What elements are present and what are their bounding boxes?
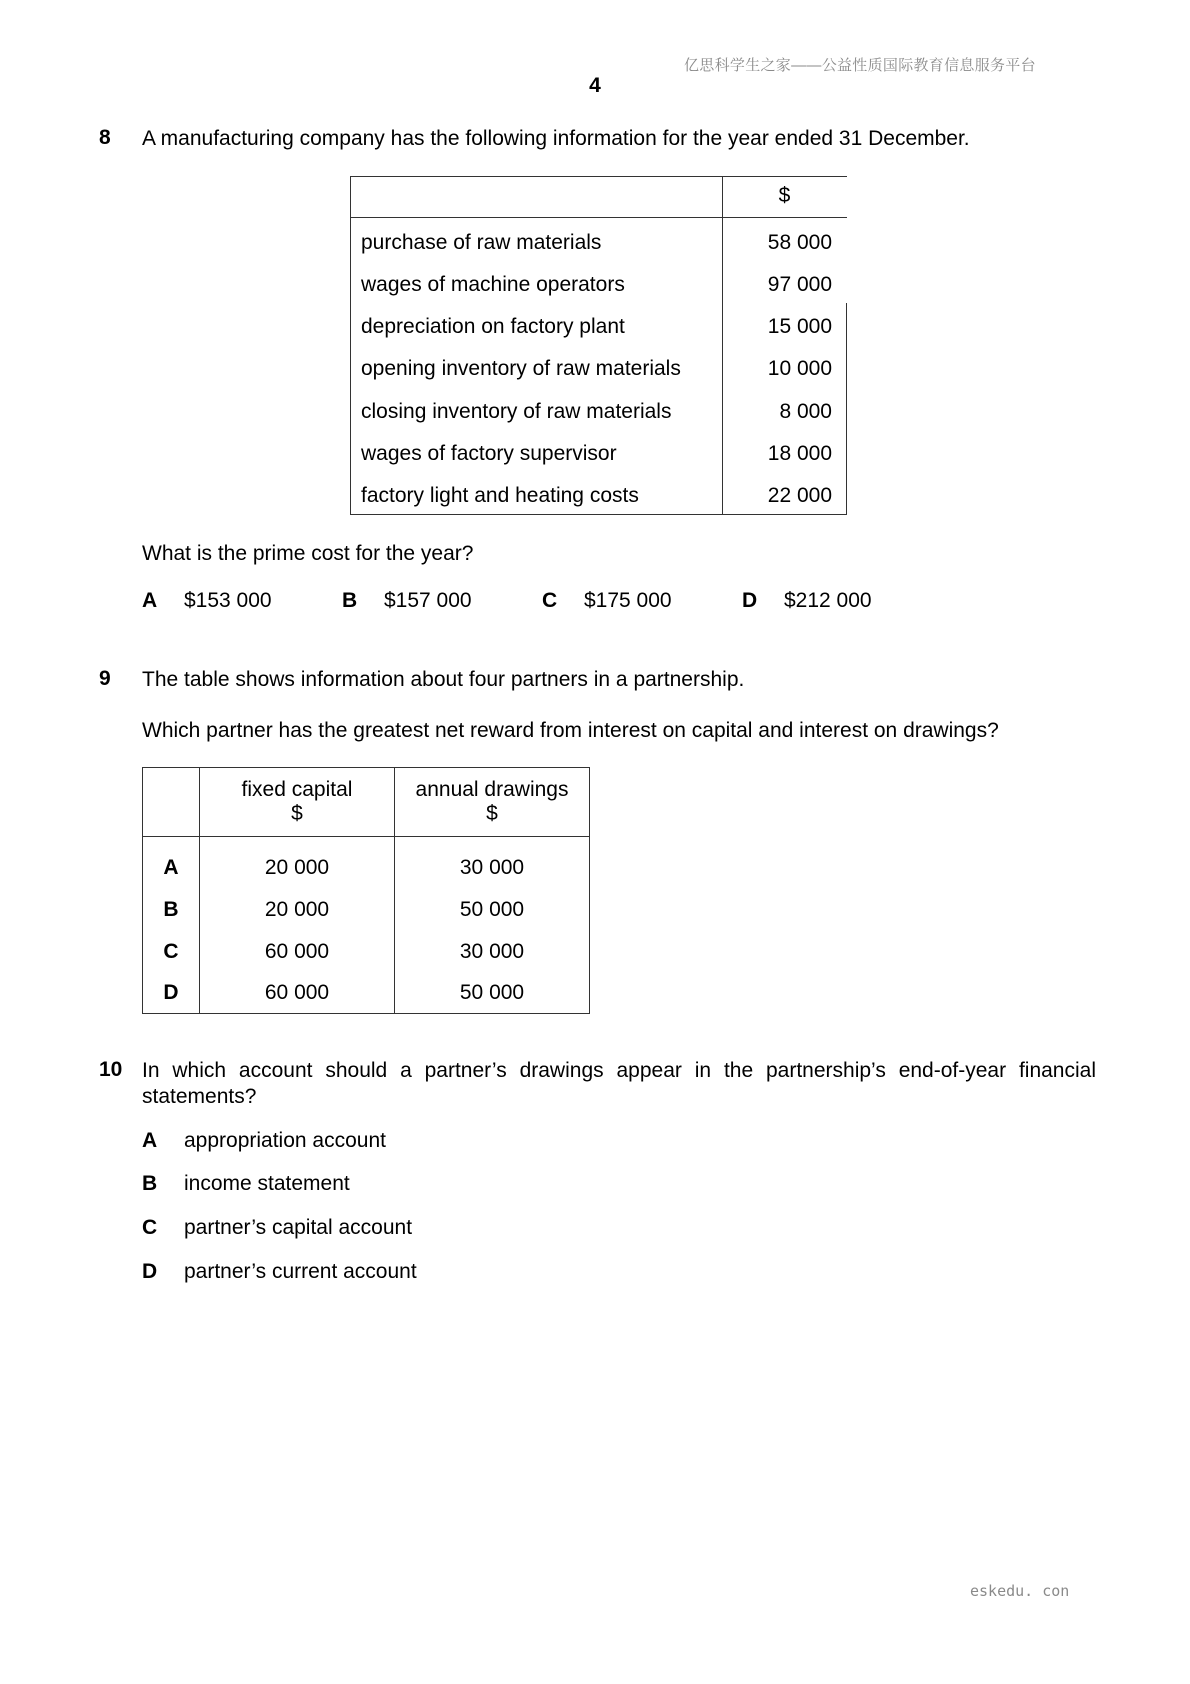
header-empty-cell bbox=[143, 768, 200, 837]
header-fixed-capital bbox=[200, 768, 395, 837]
q8-option-d bbox=[742, 589, 872, 613]
q10-option-d bbox=[142, 1260, 417, 1284]
table-row bbox=[350, 484, 847, 526]
question-10-text: In which account should a partner’s drawings appear in the partnership’s end-of-year financial statements? bbox=[142, 1059, 1096, 1108]
option-letter: D bbox=[142, 1260, 158, 1283]
q10-option-c bbox=[142, 1216, 412, 1240]
table-header-row bbox=[143, 768, 590, 837]
partner-letter: C bbox=[143, 931, 200, 973]
partner-letter: D bbox=[143, 973, 200, 1014]
capital-value: 60 000 bbox=[200, 973, 395, 1014]
q8-table-currency-header: $ bbox=[778, 184, 791, 207]
q9-partners-table bbox=[142, 767, 590, 1014]
question-8-prompt: What is the prime cost for the year? bbox=[142, 542, 474, 565]
page-number: 4 bbox=[589, 74, 601, 97]
option-letter: A bbox=[142, 1129, 158, 1152]
row-value: 18 000 bbox=[767, 442, 832, 465]
row-label: wages of factory supervisor bbox=[361, 442, 617, 465]
header-line: annual drawings bbox=[415, 778, 569, 801]
table-row bbox=[350, 357, 847, 399]
option-text: appropriation account bbox=[184, 1129, 386, 1152]
drawings-value: 50 000 bbox=[395, 889, 590, 931]
header-annual-drawings bbox=[395, 768, 590, 837]
option-text: partner’s capital account bbox=[184, 1216, 413, 1239]
partner-letter: B bbox=[143, 889, 200, 931]
q10-option-a bbox=[142, 1129, 386, 1153]
question-9-number: 9 bbox=[99, 667, 111, 690]
partner-letter: A bbox=[143, 837, 200, 890]
table-row bbox=[350, 273, 847, 315]
row-label: wages of machine operators bbox=[361, 273, 625, 296]
table-row bbox=[350, 231, 847, 273]
q8-option-c bbox=[542, 589, 672, 613]
header-currency: $ bbox=[291, 802, 303, 825]
question-9-text: The table shows information about four partners in a partnership. bbox=[142, 668, 745, 691]
table-row bbox=[350, 400, 847, 442]
question-9-prompt: Which partner has the greatest net reward from interest on capital and interest on drawings? bbox=[142, 719, 999, 742]
option-text: $153 000 bbox=[184, 589, 272, 612]
row-label: purchase of raw materials bbox=[361, 231, 602, 254]
table-row bbox=[143, 837, 590, 890]
drawings-value: 30 000 bbox=[395, 837, 590, 890]
option-text: $157 000 bbox=[384, 589, 472, 612]
q10-option-b bbox=[142, 1172, 350, 1196]
row-label: factory light and heating costs bbox=[361, 484, 639, 507]
q8-option-b bbox=[342, 589, 472, 613]
row-value: 58 000 bbox=[767, 231, 832, 254]
q8-option-a bbox=[142, 589, 272, 613]
table-row bbox=[350, 442, 847, 484]
footer-watermark-text: eskedu. con bbox=[970, 1582, 1070, 1600]
row-value: 22 000 bbox=[767, 484, 832, 507]
option-letter: C bbox=[542, 589, 558, 612]
drawings-value: 50 000 bbox=[395, 973, 590, 1014]
option-text: partner’s current account bbox=[184, 1260, 417, 1283]
q8-cost-table bbox=[350, 176, 847, 515]
option-letter: C bbox=[142, 1216, 158, 1239]
table-row bbox=[143, 889, 590, 931]
row-label: closing inventory of raw materials bbox=[361, 400, 672, 423]
capital-value: 20 000 bbox=[200, 837, 395, 890]
option-letter: B bbox=[142, 1172, 158, 1195]
table-row bbox=[143, 973, 590, 1014]
row-value: 97 000 bbox=[767, 273, 832, 296]
option-text: $175 000 bbox=[584, 589, 672, 612]
question-8-number: 8 bbox=[99, 126, 111, 149]
option-text: income statement bbox=[184, 1172, 350, 1195]
row-label: opening inventory of raw materials bbox=[361, 357, 681, 380]
option-letter: D bbox=[742, 589, 758, 612]
option-letter: A bbox=[142, 589, 158, 612]
drawings-value: 30 000 bbox=[395, 931, 590, 973]
table-row bbox=[350, 315, 847, 357]
capital-value: 20 000 bbox=[200, 889, 395, 931]
table-row bbox=[143, 931, 590, 973]
row-value: 15 000 bbox=[767, 315, 832, 338]
option-text: $212 000 bbox=[784, 589, 872, 612]
header-watermark-text: 亿思科学生之家——公益性质国际教育信息服务平台 bbox=[684, 57, 1036, 74]
capital-value: 60 000 bbox=[200, 931, 395, 973]
row-label: depreciation on factory plant bbox=[361, 315, 625, 338]
question-8-text: A manufacturing company has the following information for the year ended 31 December. bbox=[142, 127, 970, 150]
header-line: fixed capital bbox=[241, 778, 353, 801]
question-10-number: 10 bbox=[99, 1058, 123, 1081]
header-currency: $ bbox=[486, 802, 498, 825]
row-value: 10 000 bbox=[767, 357, 832, 380]
row-value: 8 000 bbox=[779, 400, 832, 423]
option-letter: B bbox=[342, 589, 358, 612]
